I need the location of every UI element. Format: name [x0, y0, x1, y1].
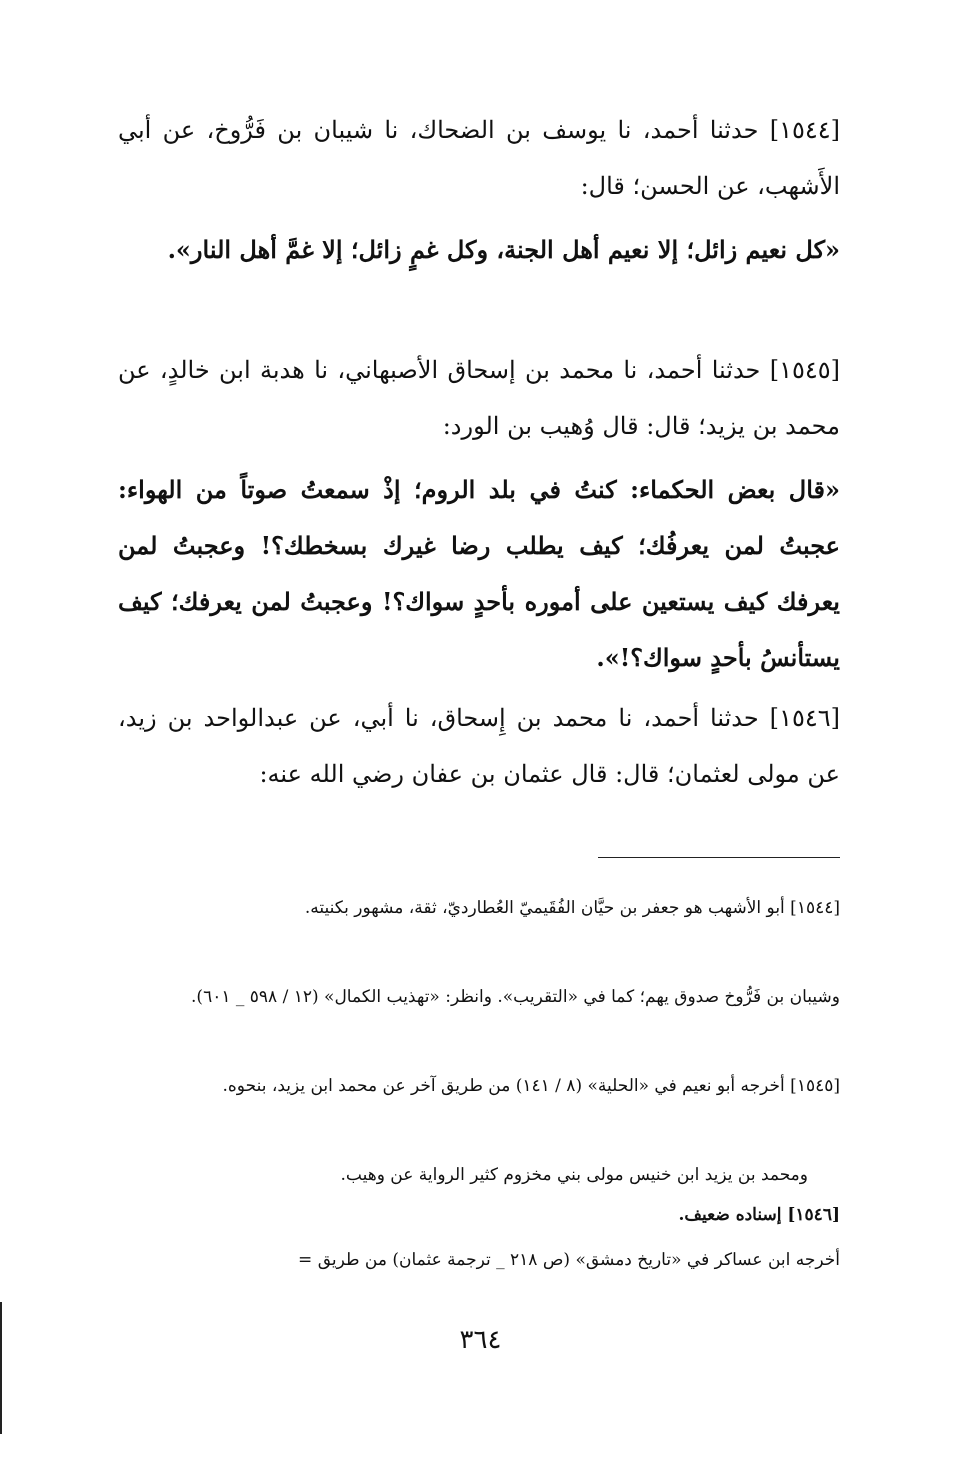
margin-edge-line: [0, 1302, 2, 1434]
footnote-1546: [١٥٤٦] إسناده ضعيف.: [678, 1205, 840, 1225]
quote-1544: «كل نعيم زائل؛ إلا نعيم أهل الجنة، وكل غمٍ زائل؛ إلا غمَّ أهل النار».: [167, 235, 840, 264]
paragraph-1544: [١٥٤٤] حدثنا أحمد، نا يوسف بن الضحاك، نا شيبان بن فَرُّوخ، عن أبي الأَشهب، عن الحسن؛ قال:: [118, 116, 840, 200]
footnote-1544-cont: وشيبان بن فَرُّوخ صدوق يهم؛ كما في «التقريب». وانظر: «تهذيب الكمال» (١٢ / ٥٩٨ _ ٦٠١).: [191, 987, 840, 1007]
quote-1545: «قال بعض الحكماء: كنتُ في بلد الروم؛ إذْ سمعتُ صوتاً من الهواء: عجبتُ لمن يعرفُك؛ كيف يطلب رضا غيرك بسخطك؟! وعجبتُ لمن يعرفك كيف يستعين على أموره بأحدٍ سواك؟! وعجبتُ لمن يعرفك؛ كيف يستأنسُ بأحدٍ سواك؟!».: [118, 475, 840, 672]
paragraph-1545: [١٥٤٥] حدثنا أحمد، نا محمد بن إسحاق الأصبهاني، نا هدبة ابن خالدٍ، عن محمد بن يزيد؛ قال: قال وُهيب بن الورد:: [118, 356, 840, 440]
footnote-1544: [١٥٤٤] أبو الأشهب هو جعفر بن حيَّان الفُقَيميّ العُطارديّ، ثقة، مشهور بكنيته.: [304, 898, 840, 918]
footnote-1545-cont: ومحمد بن يزيد ابن خنيس مولى بني مخزوم كثير الرواية عن وهيب.: [340, 1165, 808, 1185]
footnote-1546-cont: أخرجه ابن عساكر في «تاريخ دمشق» (ص ٢١٨ _ ترجمة عثمان) من طريق =: [298, 1250, 840, 1270]
page-number: ٣٦٤: [459, 1325, 502, 1355]
paragraph-1546: [١٥٤٦] حدثنا أحمد، نا محمد بن إِسحاق، نا أبي، عن عبدالواحد بن زيد، عن مولى لعثمان؛ قال: قال عثمان بن عفان رضي الله عنه:: [118, 704, 840, 788]
footnote-1545: [١٥٤٥] أخرجه أبو نعيم في «الحلية» (٨ / ١٤١) من طريق آخر عن محمد ابن يزيد، بنحوه.: [222, 1076, 840, 1096]
footnote-divider: [598, 857, 840, 858]
